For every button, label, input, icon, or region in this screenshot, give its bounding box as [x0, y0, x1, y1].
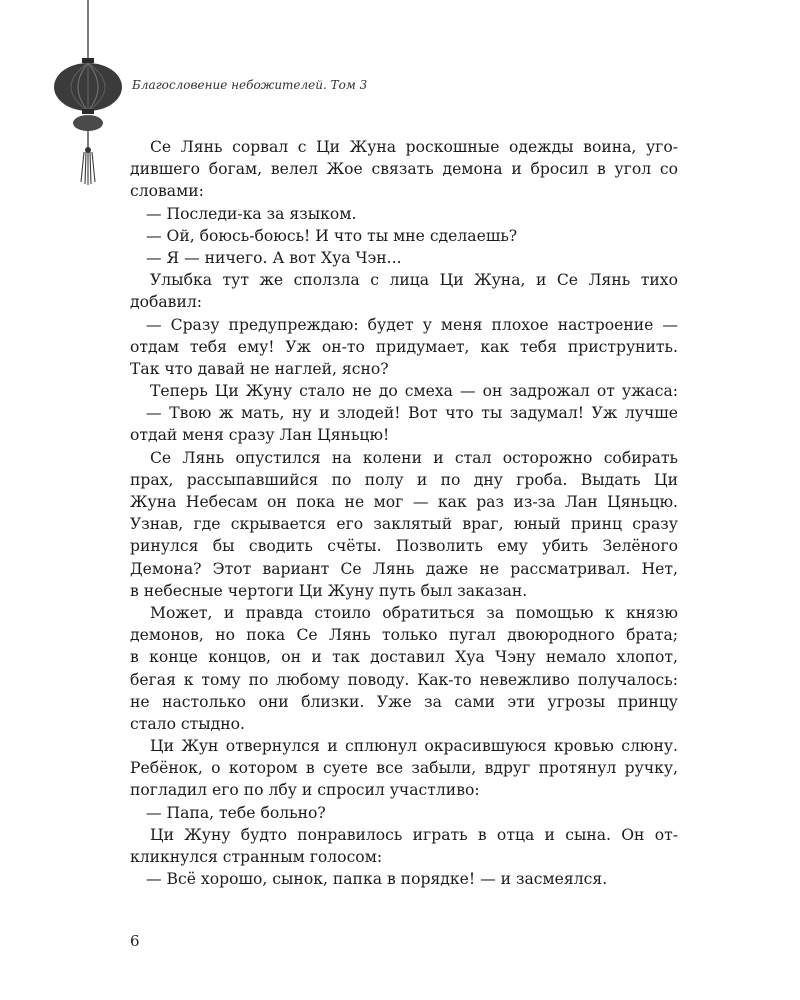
- text-line: в небесные чертоги Ци Жуну путь был заказан.: [130, 581, 528, 600]
- text-line: Узнав, где скрывается его заклятый враг, юный принц сразу: [130, 515, 678, 534]
- text-line: бегая к тому по любому поводу. Как-то невежливо получалось:: [130, 670, 678, 689]
- lantern-ornament: [48, 0, 128, 190]
- text-line: отдам тебя ему! Уж он-то придумает, как тебя приструнить.: [130, 337, 678, 356]
- text-line: Ци Жун отвернулся и сплюнул окрасившуюся кровью слюну.: [150, 737, 678, 756]
- text-line: — Ой, боюсь-боюсь! И что ты мне сделаешь?: [146, 226, 518, 245]
- text-line: не настолько они близки. Уже за сами эти угрозы принцу: [130, 692, 678, 711]
- text-line: Ребёнок, о котором в суете все забыли, вдруг протянул ручку,: [130, 759, 678, 778]
- page-number: 6: [130, 932, 140, 950]
- text-line: — Всё хорошо, сынок, папка в порядке! — и засмеялся.: [146, 870, 608, 889]
- text-line: прах, рассыпавшийся по полу и по дну гроба. Выдать Ци: [130, 470, 678, 489]
- text-line: Ци Жуну будто понравилось играть в отца и сына. Он от-: [150, 825, 678, 844]
- text-line: — Сразу предупреждаю: будет у меня плохое настроение —: [146, 315, 678, 334]
- text-line: — Я — ничего. А вот Хуа Чэн...: [146, 248, 402, 267]
- text-line: — Последи-ка за языком.: [146, 204, 357, 223]
- body-text: [130, 136, 678, 890]
- text-line: кликнулся странным голосом:: [130, 848, 383, 866]
- running-header: Благословение небожителей. Том 3: [132, 78, 368, 92]
- text-line: — Твою ж мать, ну и злодей! Вот что ты задумал! Уж лучше: [146, 404, 678, 423]
- text-line: Может, и правда стоило обратиться за помощью к князю: [150, 603, 678, 622]
- text-line: Се Лянь сорвал с Ци Жуна роскошные одежды воина, уго-: [150, 138, 678, 156]
- text-line: в конце концов, он и так доставил Хуа Чэну немало хлопот,: [130, 648, 678, 667]
- text-line: Демона? Этот вариант Се Лянь даже не рассматривал. Нет,: [130, 559, 678, 578]
- text-line: погладил его по лбу и спросил участливо:: [130, 781, 480, 800]
- text-line: стало стыдно.: [130, 714, 246, 733]
- text-line: ринулся бы сводить счёты. Позволить ему убить Зелёного: [130, 537, 678, 556]
- text-line: дившего богам, велел Жое связать демона и бросил в угол со: [130, 160, 678, 179]
- text-line: — Папа, тебе больно?: [146, 803, 326, 822]
- text-line: Се Лянь опустился на колени и стал осторожно собирать: [150, 448, 678, 467]
- text-line: Так что давай не наглей, ясно?: [130, 359, 389, 378]
- text-line: Улыбка тут же сползла с лица Ци Жуна, и Се Лянь тихо: [150, 271, 678, 290]
- text-line: словами:: [130, 182, 204, 201]
- text-line: демонов, но пока Се Лянь только пугал двоюродного брата;: [130, 626, 678, 645]
- text-line: Теперь Ци Жуну стало не до смеха — он задрожал от ужаса:: [150, 382, 678, 401]
- text-line: добавил:: [130, 293, 203, 312]
- text-line: отдай меня сразу Лан Цяньцю!: [130, 426, 390, 445]
- text-line: Жуна Небесам он пока не мог — как раз из-за Лан Цяньцю.: [130, 493, 678, 511]
